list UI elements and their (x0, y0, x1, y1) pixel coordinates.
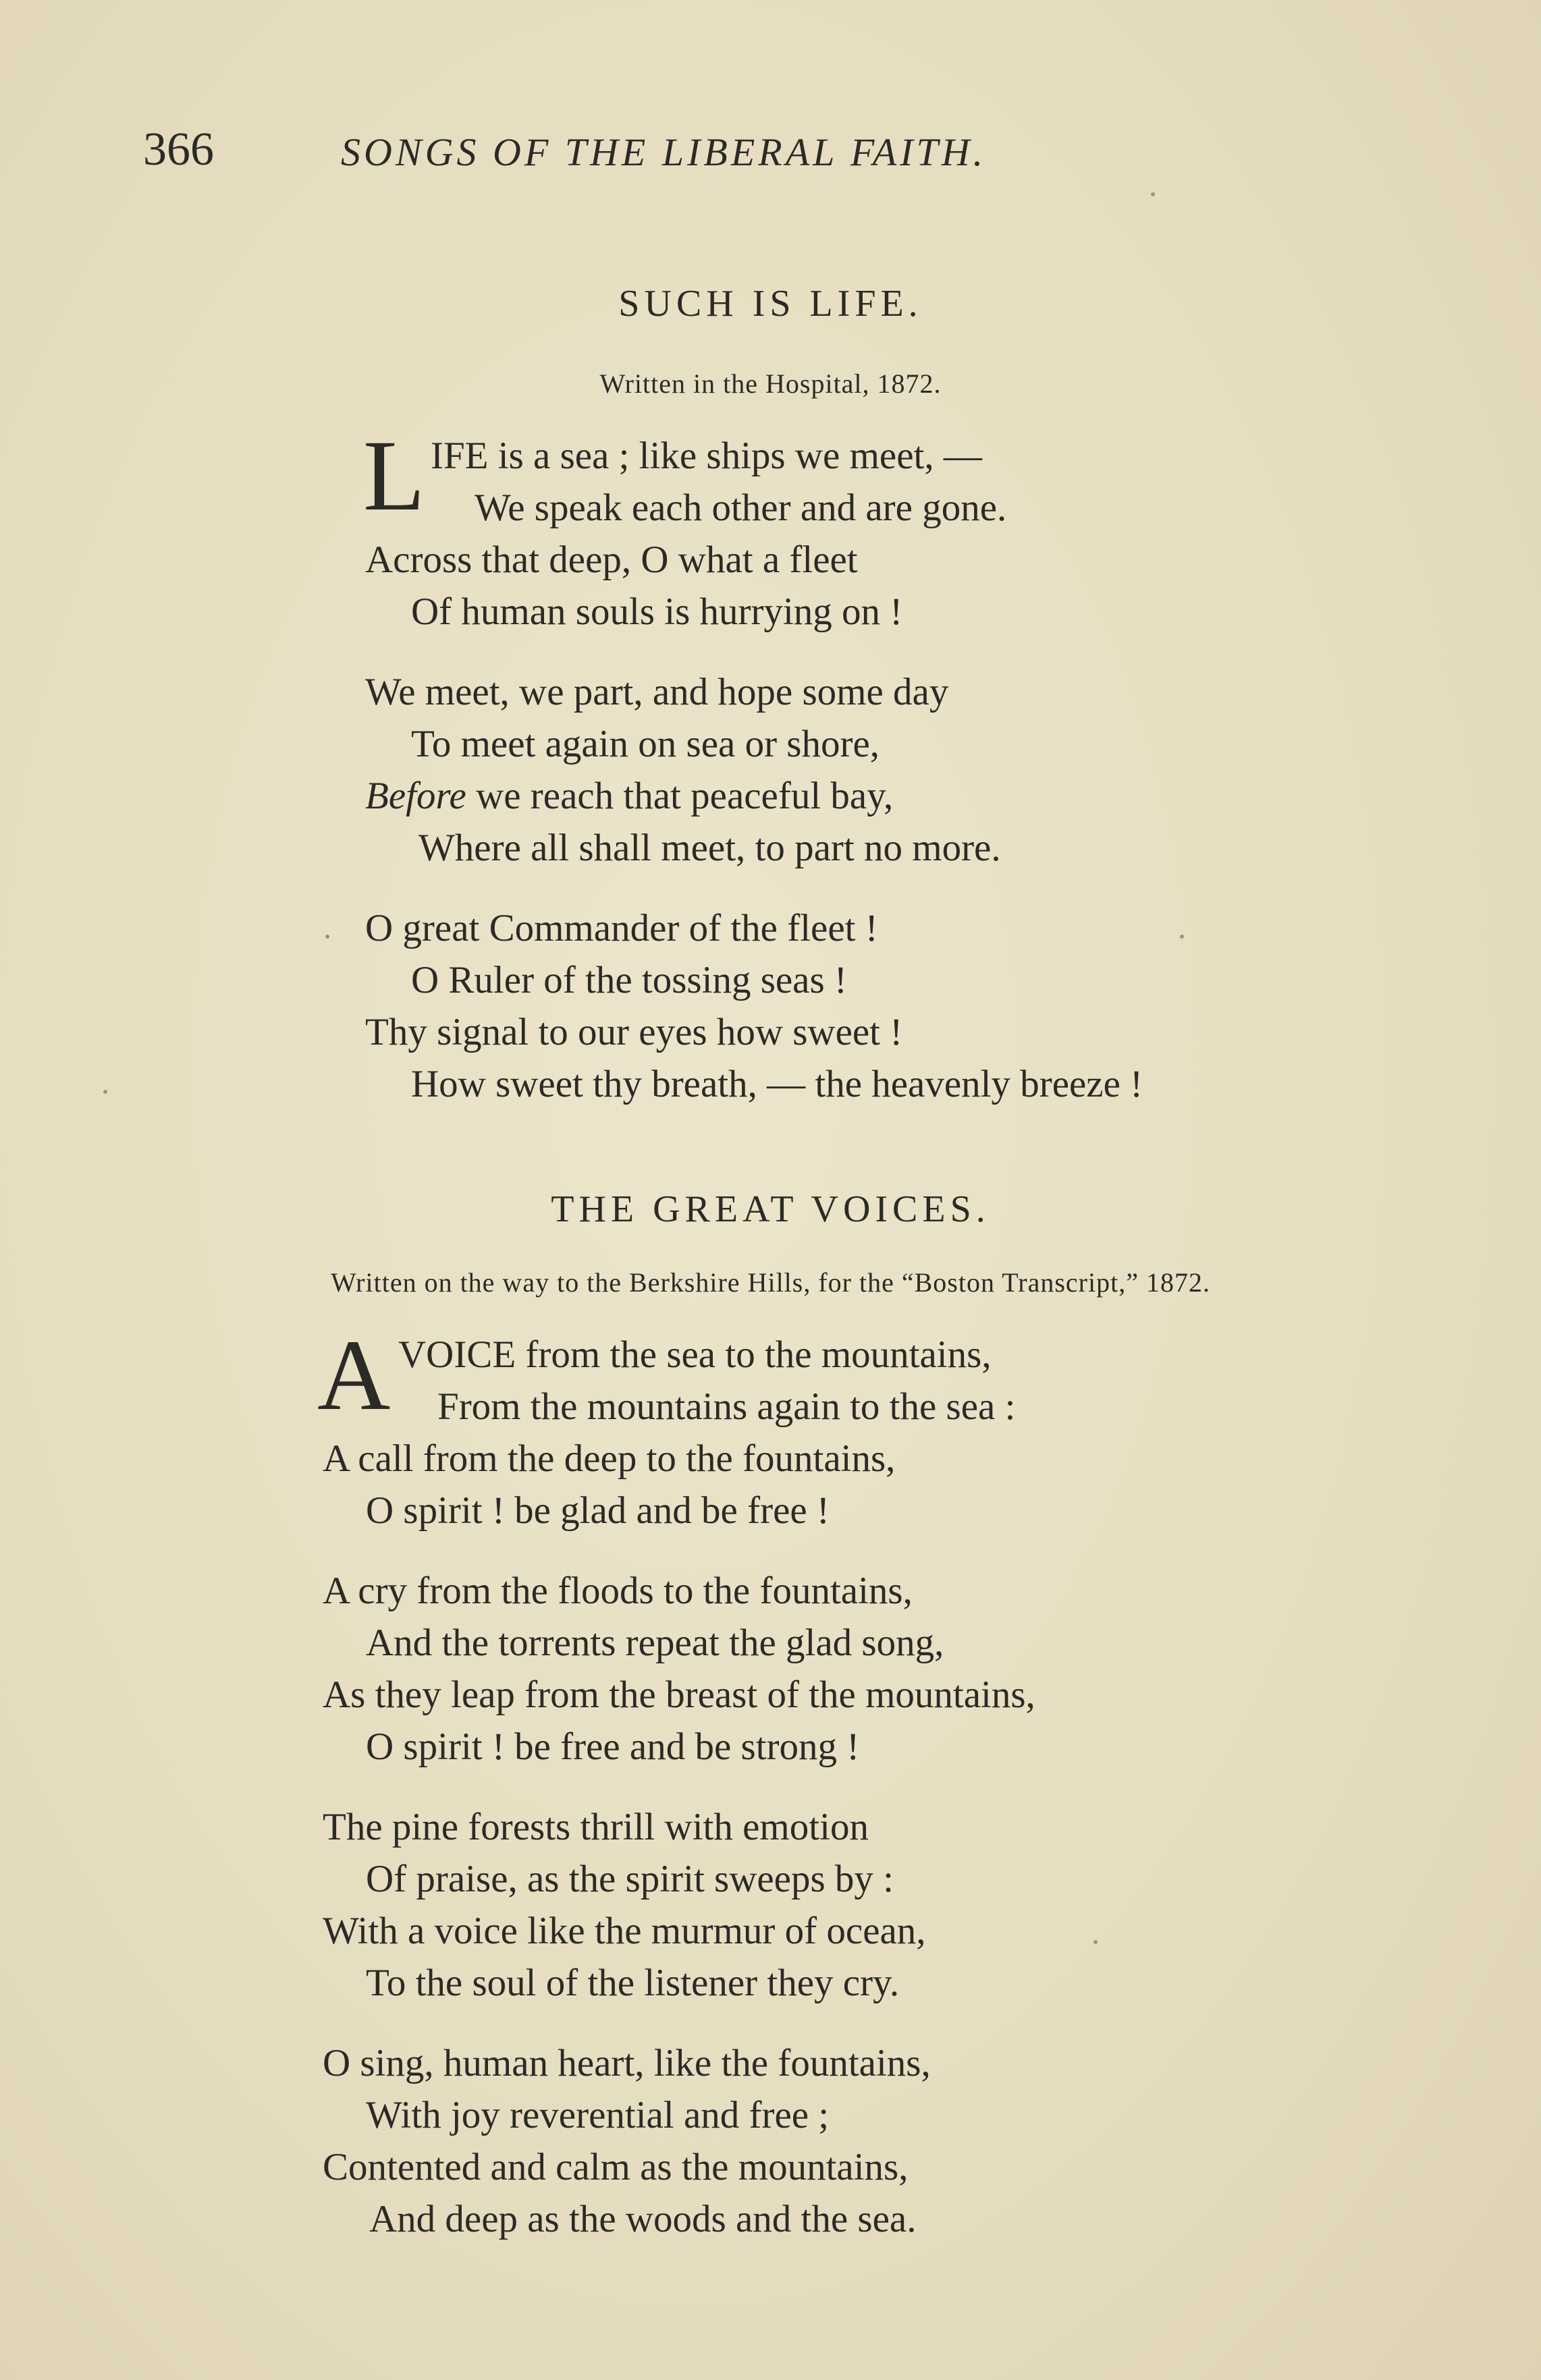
paper-speck (1180, 935, 1184, 939)
poem-line: A cry from the floods to the fountains, (323, 1570, 913, 1612)
dropcap-a: A (317, 1319, 391, 1431)
poem-line: To meet again on sea or shore, (411, 723, 880, 765)
poem-line: VOICE from the sea to the mountains, (398, 1333, 992, 1376)
poem-line: O great Commander of the fleet ! (365, 907, 878, 949)
poem-line: IFE is a sea ; like ships we meet, — (431, 435, 982, 477)
dropcap-l: L (363, 420, 425, 532)
poem-line: To the soul of the listener they cry. (366, 1962, 900, 2004)
paper-speck (325, 935, 329, 939)
poem-subtitle-berkshire: Written on the way to the Berkshire Hills, for the “Boston Transcript,” 1872. (331, 1267, 1210, 1298)
poem-line: With joy reverential and free ; (366, 2094, 830, 2136)
poem-line: Of human souls is hurrying on ! (411, 590, 903, 633)
poem-line: And deep as the woods and the sea. (369, 2198, 917, 2240)
paper-speck (103, 1090, 107, 1094)
italic-word: Before (365, 775, 466, 817)
poem-line: A call from the deep to the fountains, (323, 1437, 896, 1480)
paper-speck (1151, 192, 1155, 196)
poem-line: The pine forests thrill with emotion (323, 1806, 869, 1848)
page-number: 366 (143, 123, 214, 175)
poem-line: From the mountains again to the sea : (437, 1385, 1016, 1428)
poem-line: How sweet thy breath, — the heavenly breeze ! (411, 1063, 1143, 1105)
poem-line: O Ruler of the tossing seas ! (411, 959, 847, 1001)
poem-line-rest: we reach that peaceful bay, (466, 775, 894, 817)
poem-line: Across that deep, O what a fleet (365, 538, 858, 581)
poem-subtitle-hospital: Written in the Hospital, 1872. (599, 368, 942, 399)
poem-line: Where all shall meet, to part no more. (418, 827, 1001, 869)
poem-line (365, 774, 893, 818)
running-title: SONGS OF THE LIBERAL FAITH. (341, 130, 987, 174)
poem-line: We meet, we part, and hope some day (365, 671, 949, 713)
poem-title-great-voices: THE GREAT VOICES. (551, 1188, 990, 1230)
poem-line: Of praise, as the spirit sweeps by : (366, 1858, 894, 1900)
poem-line: Contented and calm as the mountains, (323, 2146, 909, 2188)
poem-line: O spirit ! be free and be strong ! (366, 1725, 860, 1768)
poem-title-such-is-life: SUCH IS LIFE. (618, 283, 923, 325)
poem-line: O sing, human heart, like the fountains, (323, 2042, 931, 2084)
poem-line: We speak each other and are gone. (475, 487, 1007, 529)
poem-line: Thy signal to our eyes how sweet ! (365, 1011, 903, 1053)
poem-line: O spirit ! be glad and be free ! (366, 1489, 830, 1532)
paper-speck (1093, 1940, 1098, 1944)
poem-line: With a voice like the murmur of ocean, (323, 1910, 926, 1952)
poem-line: And the torrents repeat the glad song, (366, 1622, 944, 1664)
poem-line: As they leap from the breast of the mountains, (323, 1673, 1035, 1716)
